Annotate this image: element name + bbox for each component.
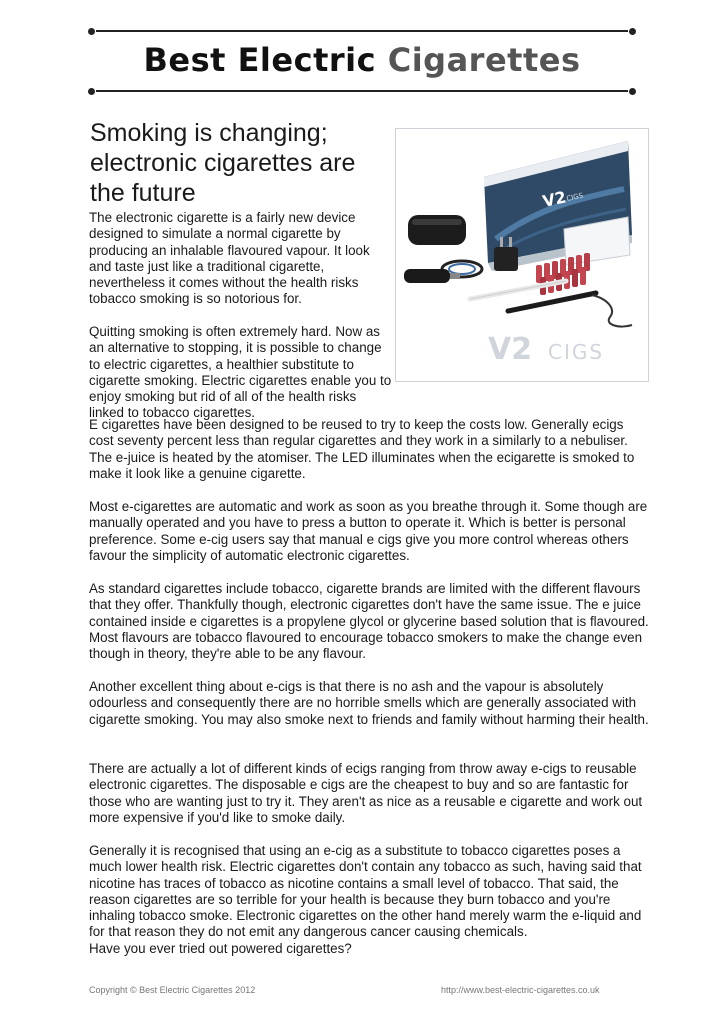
paragraph: Generally it is recognised that using an e-cig as a substitute to tobacco cigarettes poses a much lower health risk. Electric cigarettes don't contain any tobacco as such, having said that nicotine has traces of tobacco as nicotine contains a small level of tobacco. That said, the reason cigarettes are so terrible for your health is because they burn tobacco and you're inhaling tobacco smoke. Electronic cigarettes on the other hand merely warm the e-liquid and for that reason they do not emit any dangerous cancer causing chemicals. xyxy=(89,843,642,940)
banner-ornament-dot xyxy=(629,88,636,95)
svg-text:CIGS: CIGS xyxy=(565,191,584,203)
paragraph: As standard cigarettes include tobacco, cigarette brands are limited with the different flavours that they offer. Thankfully though, electronic cigarettes don't have the same issue. The e juice contained inside e cigarettes is a propylene glycol or glycerine based solution that is flavoured. Most flavours are tobacco flavoured to encourage tobacco smokers to make the change even though in theory, they're able to be any flavour. xyxy=(89,581,649,662)
product-kit-illustration xyxy=(396,129,648,381)
footer-url: http://www.best-electric-cigarettes.co.uk xyxy=(441,985,600,995)
banner-ornament-dot xyxy=(629,28,636,35)
wall-charger xyxy=(494,247,518,271)
paragraph: The electronic cigarette is a fairly new device designed to simulate a normal cigarette by producing an inhalable flavoured vapour. It look and taste just like a traditional cigarette, nevertheless it comes without the health risks tobacco smoking is so notorious for. xyxy=(89,210,370,307)
banner-ornament-dot xyxy=(88,28,95,35)
product-image xyxy=(395,128,649,382)
site-title-part2: Cigarettes xyxy=(387,41,581,79)
usb-cable xyxy=(592,295,632,327)
paragraph: Most e-cigarettes are automatic and work as soon as you breathe through it. Some though are manually operated and you have to press a button to operate it. Which is better is personal preference. Some e-cig users say that manual e cigs give you more control whereas others favour the simplicity of automatic electronic cigarettes. xyxy=(89,499,648,563)
svg-text:CIGS: CIGS xyxy=(548,340,605,364)
page-title: Smoking is changing; electronic cigarettes are the future xyxy=(90,119,356,207)
paragraph: E cigarettes have been designed to be reused to try to keep the costs low. Generally ecigs cost seventy percent less than regular cigarettes and they work in a similarly to a nebuliser. The e-juice is heated by the atomiser. The LED illuminates when the ecigarette is smoked to make it look like a genuine cigarette. xyxy=(89,417,635,481)
header-banner xyxy=(82,18,642,93)
brand-logo: V2 xyxy=(488,332,533,367)
black-ecig xyxy=(508,293,596,311)
site-title-part1: Best Electric xyxy=(143,41,377,79)
paragraph: Have you ever tried out powered cigarettes? xyxy=(89,941,352,956)
paragraph: There are actually a lot of different kinds of ecigs ranging from throw away e-cigs to reusable electronic cigarettes. The disposable e cigs are the cheapest to buy and so are fantastic for those who are wanting just to try it. They aren't as nice as a reusable e cigarette and work out more expensive if you'd like to smoke daily. xyxy=(89,761,643,825)
footer-copyright: Copyright © Best Electric Cigarettes 2012 xyxy=(89,985,256,995)
site-title xyxy=(82,40,642,80)
car-charger xyxy=(404,269,450,283)
box-brand-text: V2 xyxy=(540,187,568,211)
banner-ornament-dot xyxy=(88,88,95,95)
paragraph: Quitting smoking is often extremely hard. Now as an alternative to stopping, it is possible to change to electric cigarettes, a healthier substitute to cigarette smoking. Electric cigarettes enable you to enjoy smoking but rid of all of the health risks linked to tobacco cigarettes. xyxy=(89,324,392,421)
banner-rule-top xyxy=(96,30,628,32)
paragraph: Another excellent thing about e-cigs is that there is no ash and the vapour is absolutely odourless and consequently there are no horrible smells which are generally associated with cigarette smoking. You may also smoke next to friends and family without harming their health. xyxy=(89,679,649,727)
banner-rule-bottom xyxy=(96,90,628,92)
